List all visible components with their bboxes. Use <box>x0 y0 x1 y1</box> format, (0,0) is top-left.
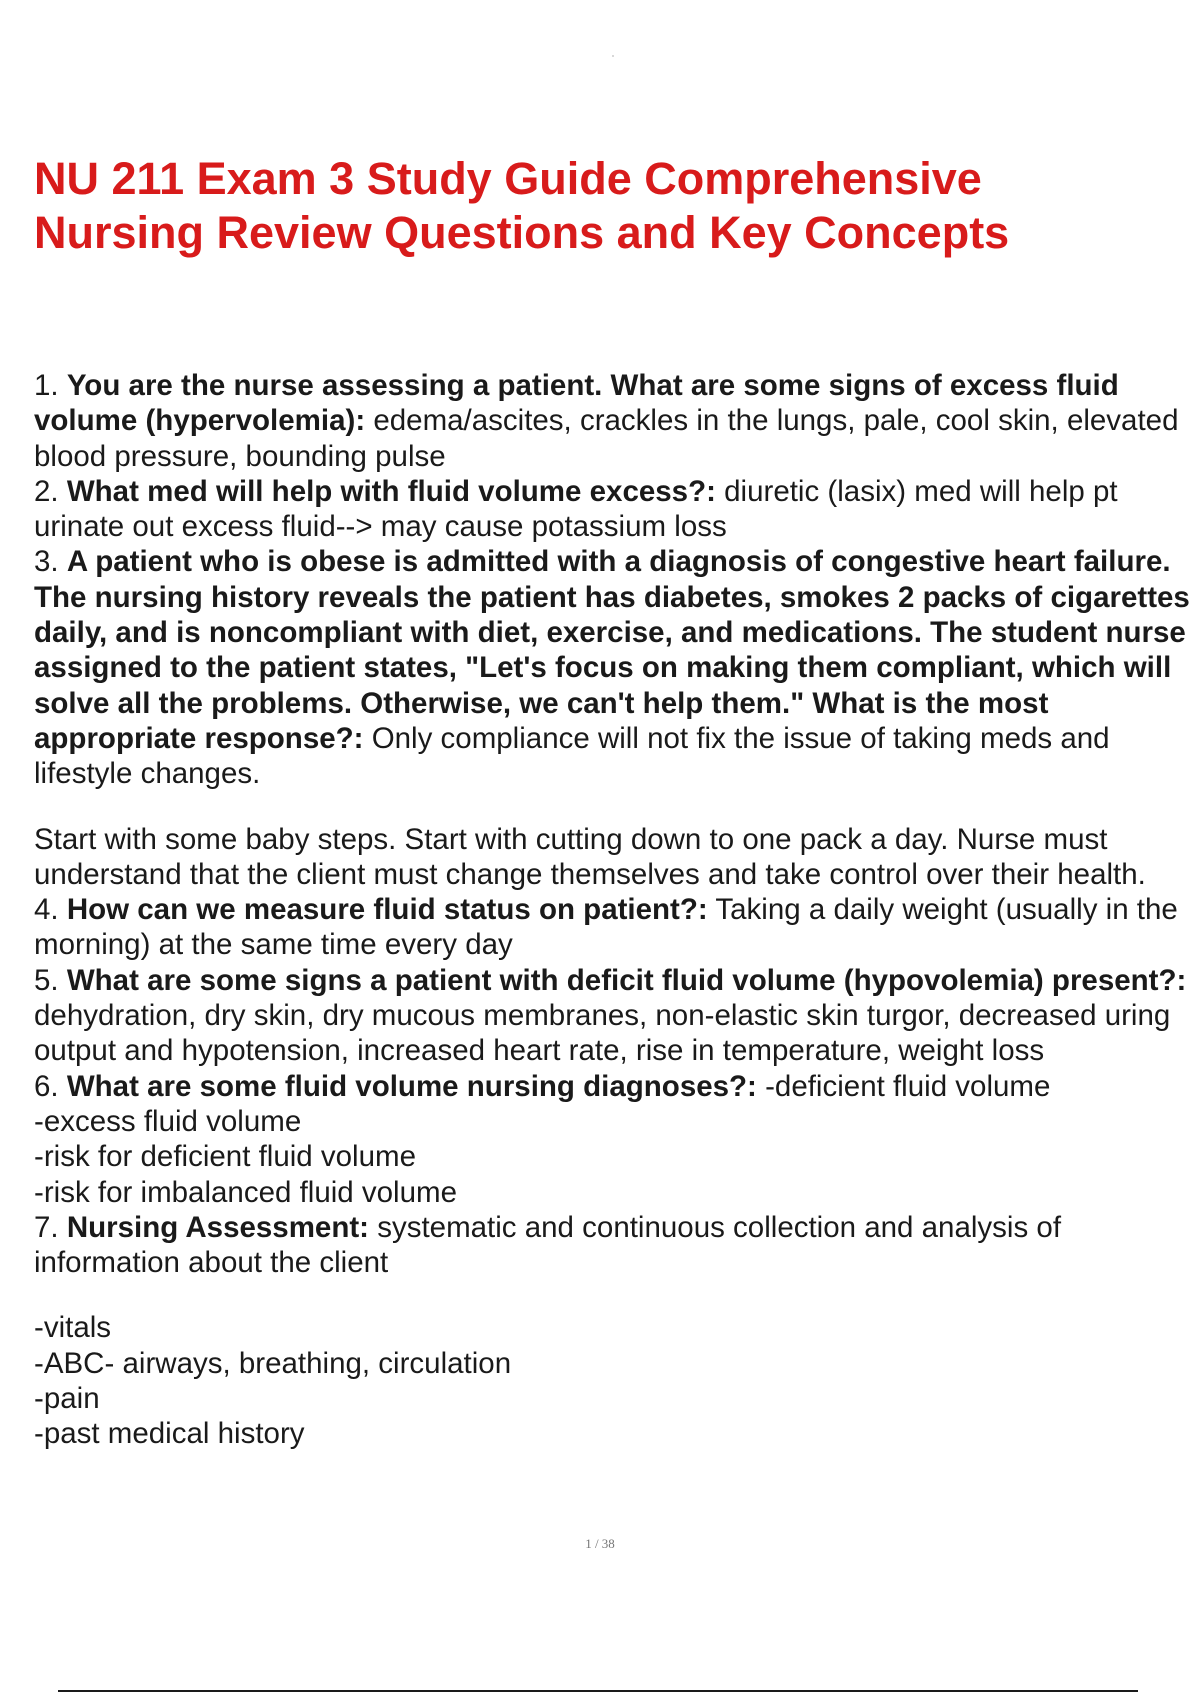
assessment-line: -vitals <box>34 1311 112 1345</box>
item-answer: -deficient fluid volume <box>765 1069 1051 1103</box>
item-number: 7. <box>34 1210 59 1244</box>
item-number: 2. <box>34 474 59 508</box>
page-indicator: 1 / 38 <box>585 1536 615 1551</box>
diagnosis-line: -risk for deficient fluid volume <box>34 1140 417 1174</box>
diagnosis-line: -excess fluid volume <box>34 1104 302 1138</box>
paragraph-gap <box>34 792 1194 822</box>
list-item <box>34 1210 1194 1281</box>
list-item <box>34 544 1194 791</box>
list-item <box>34 368 1194 474</box>
item-question: You are the nurse assessing a patient. What are some signs of excess fluid volume (hypervolemia): <box>34 369 1119 438</box>
item-question: What med will help with fluid volume excess?: <box>66 474 716 508</box>
assessment-line: -pain <box>34 1382 100 1416</box>
item-number: 5. <box>34 963 59 997</box>
assessment-line: -past medical history <box>34 1417 305 1451</box>
item-question: What are some signs a patient with deficit fluid volume (hypovolemia) present?: <box>66 963 1187 997</box>
list-item <box>34 892 1194 963</box>
item-number: 1. <box>34 369 59 402</box>
diagnosis-line: -risk for imbalanced fluid volume <box>34 1175 457 1209</box>
list-item <box>34 474 1194 545</box>
item-answer: Taking a daily weight (usually in the morning) at the same time every day <box>34 893 1178 962</box>
item-question: What are some fluid volume nursing diagnoses?: <box>66 1069 757 1103</box>
study-guide-body <box>34 368 1194 1452</box>
item-answer: dehydration, dry skin, dry mucous membranes, non-elastic skin turgor, decreased uring output and hypotension, increased heart rate, rise in temperature, weight loss <box>34 999 1171 1068</box>
title-line-2: Nursing Review Questions and Key Concepts <box>34 207 1010 258</box>
item-answer: Only compliance will not fix the issue of taking meds and lifestyle changes. <box>34 721 1110 791</box>
bottom-rule <box>58 1690 1138 1692</box>
item-answer: edema/ascites, crackles in the lungs, pale, cool skin, elevated blood pressure, bounding pulse <box>34 404 1179 473</box>
paragraph-gap <box>34 1280 1194 1310</box>
item-answer: systematic and continuous collection and analysis of information about the client <box>34 1210 1062 1280</box>
list-item <box>34 963 1194 1069</box>
list-item <box>34 1069 1194 1104</box>
item-extra: Start with some baby steps. Start with cutting down to one pack a day. Nurse must understand that the client must change themselves and take control over their health. <box>34 822 1146 891</box>
item-question: How can we measure fluid status on patient?: <box>66 893 708 927</box>
item-answer: diuretic (lasix) med will help pt urinate out excess fluid--> may cause potassium loss <box>34 474 1118 544</box>
scan-speck <box>612 55 614 57</box>
item-question: A patient who is obese is admitted with a diagnosis of congestive heart failure. The nursing history reveals the patient has diabetes, smokes 2 packs of cigarettes daily, and is noncompliant with diet, exercise, and medications. The student nurse assigned to the patient states, "Let's focus on making them compliant, which will solve all the problems. Otherwise, we can't help them." What is the most appropriate response?: <box>34 545 1190 755</box>
title-line-1: NU 211 Exam 3 Study Guide Comprehensive <box>34 153 982 204</box>
item-number: 4. <box>34 893 59 927</box>
item-number: 6. <box>34 1069 59 1103</box>
item-question: Nursing Assessment: <box>66 1210 370 1244</box>
assessment-line: -ABC- airways, breathing, circulation <box>34 1346 512 1380</box>
item-number: 3. <box>34 545 59 579</box>
document-title <box>34 152 1154 260</box>
